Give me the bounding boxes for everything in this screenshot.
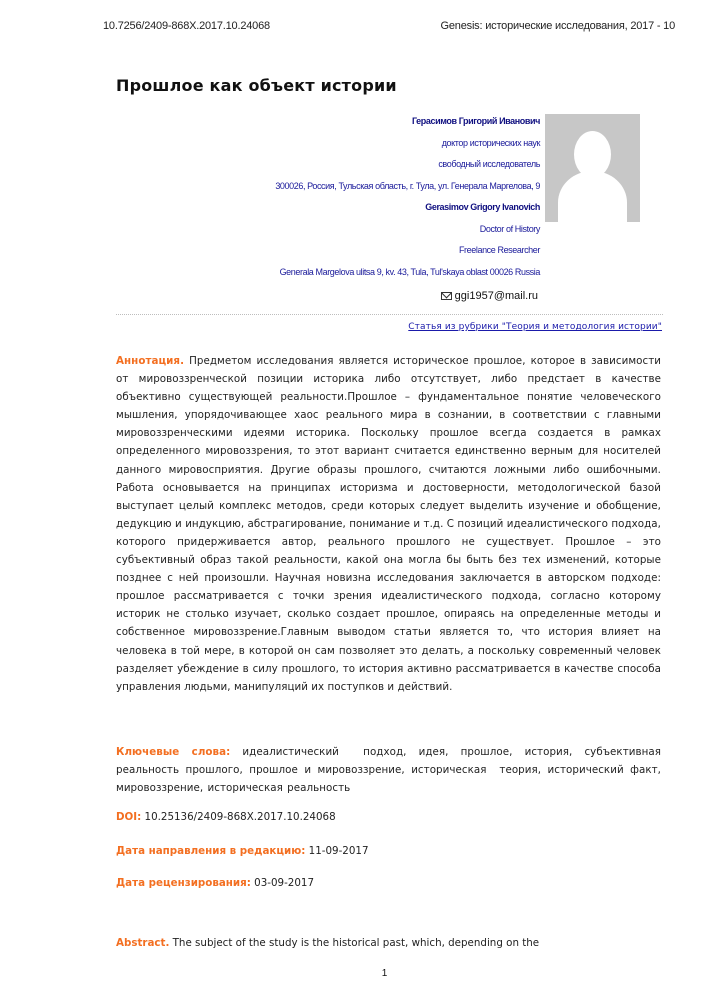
- page-number: 1: [381, 968, 388, 979]
- author-email[interactable]: [441, 290, 538, 302]
- author-degree-en: Doctor of History: [479, 223, 540, 234]
- user-placeholder-icon: [545, 114, 640, 222]
- author-name-en: Gerasimov Grigory Ivanovich: [425, 202, 540, 212]
- divider: [116, 314, 663, 315]
- author-address-ru: 300026, Россия, Тульская область, г. Тула, ул. Генерала Маргелова, 9: [275, 180, 540, 191]
- doi-value: 10.25136/2409-868X.2017.10.24068: [141, 811, 336, 823]
- date-review-value: 03-09-2017: [250, 877, 314, 889]
- date-review-label: Дата рецензирования:: [116, 877, 251, 889]
- abstract-ru-text: Предметом исследования является историческое прошлое, которое в зависимости от мировоззренческой позиции историка либо отсутствует, либо предстает в качестве объективно существующей реальности.Прошлое – фундаментальное понятие человеческого мышления, упорядочивающее хаос реального мира в сознании, в соответствии с главными мировоззренческими идеями историка. Поскольку прошлое всегда создается в рамках определенного мировоззрения, то этот вариант считается единственно верным для носителей данного мировосприятия. Другие образы прошлого, считаются ложными либо ошибочными. Работа основывается на принципах историзма и достоверности, методологической базой выступает целый комплекс методов, среди которых следует выделить изучение и обобщение, дедукцию и индукцию, абстрагирование, понимание и т.д. С позиций идеалистического подхода, которого придерживается автор, реального прошлого не существует. Прошлое – это субъективный образ такой реальности, какой она могла бы быть без тех изменений, которые позднее с ней произошли. Научная новизна исследования заключается в авторском подходе: прошлое рассматривается с точки зрения идеалистического подхода, согласно которому историк не столько изучает, сколько создает прошлое, опираясь на определенные методы и собственное мировоззрение.Главным выводом статьи является то, что история влияет на человека в той мере, в которой он сам позволяет это делать, а поскольку современный человек разделяет убеждение в силу прошлого, то история активно рассматривается в качестве способа управления людьми, манипуляций их поступков и действий.: [116, 355, 661, 693]
- abstract-ru-label: Аннотация.: [116, 355, 185, 367]
- author-info: [210, 114, 540, 286]
- doi-label: DOI:: [116, 811, 142, 823]
- article-title: Прошлое как объект истории: [116, 76, 397, 95]
- date-review: [116, 877, 314, 889]
- date-sent-label: Дата направления в редакцию:: [116, 845, 306, 857]
- author-position-ru: свободный исследователь: [438, 159, 540, 169]
- abstract-ru: [116, 352, 661, 696]
- header-journal: Genesis: исторические исследования, 2017 - 10: [440, 20, 675, 32]
- keywords: [116, 743, 666, 797]
- envelope-icon: [441, 292, 452, 300]
- keywords-text: идеалистический подход, идея, прошлое, история, субъективная реальность прошлого, прошлое и мировоззрение, историческая теория, исторический факт, мировоззрение, историческая реальность: [116, 746, 666, 795]
- author-degree-ru: доктор исторических наук: [441, 137, 540, 148]
- author-name-ru: Герасимов Григорий Иванович: [411, 116, 540, 126]
- date-sent: [116, 845, 369, 857]
- abstract-en-label: Abstract.: [116, 937, 170, 949]
- rubric-link[interactable]: Статья из рубрики "Теория и методология истории": [408, 322, 662, 332]
- abstract-en: [116, 937, 539, 949]
- date-sent-value: 11-09-2017: [305, 845, 369, 857]
- author-position-en: Freelance Researcher: [458, 245, 540, 255]
- keywords-label: Ключевые слова:: [116, 746, 231, 758]
- abstract-en-text: The subject of the study is the historical past, which, depending on the: [169, 937, 540, 949]
- header-doi: 10.7256/2409-868X.2017.10.24068: [103, 20, 270, 32]
- avatar-body: [558, 171, 627, 222]
- email-address[interactable]: ggi1957@mail.ru: [454, 290, 538, 302]
- doi: [116, 811, 336, 823]
- author-address-en: Generala Margelova ulitsa 9, kv. 43, Tula, Tul'skaya oblast 00026 Russia: [279, 266, 540, 277]
